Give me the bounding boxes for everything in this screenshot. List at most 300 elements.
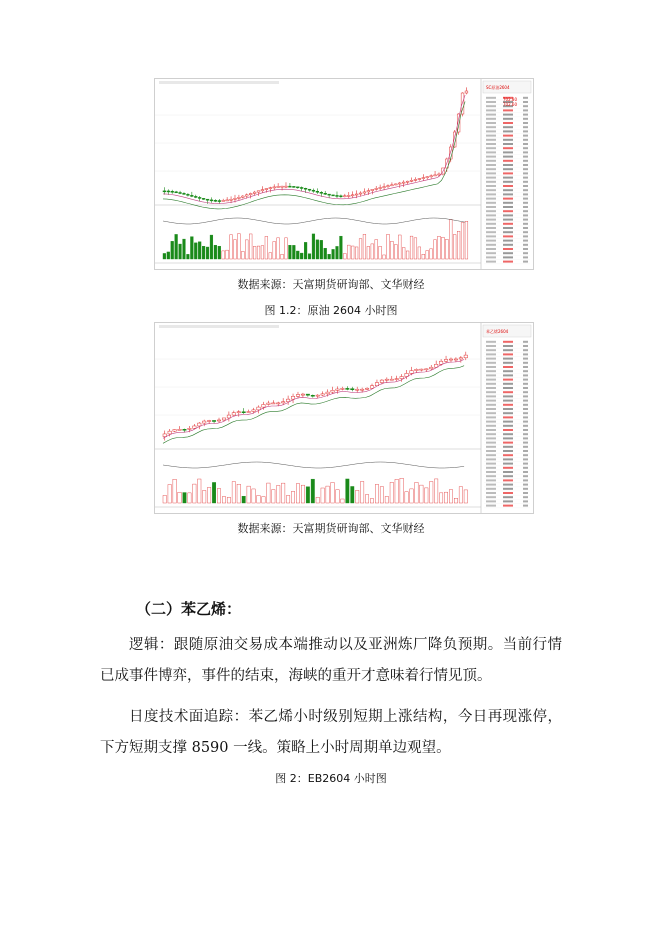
quote-cell bbox=[486, 421, 496, 423]
quote-cell bbox=[503, 475, 513, 477]
volume-bar bbox=[311, 479, 314, 503]
volume-bar bbox=[262, 497, 265, 503]
quote-cell bbox=[523, 252, 528, 254]
volume-bar bbox=[367, 246, 370, 259]
candle-body bbox=[311, 395, 314, 396]
quote-cell bbox=[523, 467, 528, 469]
volume-bar bbox=[183, 239, 186, 259]
volume-bar bbox=[422, 254, 425, 259]
chart-legend-strip bbox=[159, 81, 279, 84]
candle-body bbox=[198, 197, 201, 198]
candle-body bbox=[370, 386, 373, 388]
quote-cell bbox=[486, 429, 496, 431]
quote-cell bbox=[486, 404, 496, 406]
technical-paragraph: 日度技术面追踪：苯乙烯小时级别短期上涨结构，今日再现涨停，下方短期支撑 8590 一线。策略上小时周期单边观望。 bbox=[100, 709, 562, 756]
volume-bar bbox=[230, 235, 233, 259]
volume-bar bbox=[308, 254, 311, 259]
volume-bar bbox=[426, 251, 429, 259]
candle-body bbox=[415, 369, 418, 370]
volume-bar bbox=[370, 499, 373, 503]
quote-cell bbox=[523, 442, 528, 444]
candle-body bbox=[234, 198, 237, 199]
candle-body bbox=[281, 402, 284, 403]
candle-body bbox=[187, 194, 190, 195]
quote-cell bbox=[503, 358, 513, 360]
volume-bar bbox=[245, 240, 248, 259]
quote-cell bbox=[523, 168, 528, 170]
quote-cell bbox=[486, 130, 496, 132]
volume-bar bbox=[430, 249, 433, 259]
volume-bar bbox=[187, 254, 190, 259]
volume-bar bbox=[328, 254, 331, 259]
candle-body bbox=[371, 189, 374, 190]
quote-cell bbox=[486, 488, 496, 490]
candle-body bbox=[387, 186, 390, 187]
volume-bar bbox=[285, 238, 288, 259]
quote-cell bbox=[486, 437, 496, 439]
volume-bar bbox=[183, 493, 186, 503]
volume-bar bbox=[167, 252, 170, 259]
quote-cell bbox=[523, 463, 528, 465]
volume-bar bbox=[212, 482, 215, 503]
volume-bar bbox=[321, 488, 324, 503]
quote-cell bbox=[523, 109, 528, 111]
quote-cell bbox=[503, 349, 513, 351]
quote-cell bbox=[486, 210, 496, 212]
candle-body bbox=[351, 195, 354, 196]
quote-cell bbox=[486, 408, 496, 410]
volume-bar bbox=[267, 483, 270, 503]
candle-body bbox=[430, 176, 433, 177]
candle-body bbox=[326, 392, 329, 394]
candle-body bbox=[183, 193, 186, 194]
candle-body bbox=[363, 192, 366, 193]
volume-bar bbox=[434, 479, 437, 503]
quote-cell bbox=[486, 425, 496, 427]
quote-cell bbox=[486, 379, 496, 381]
volume-bar bbox=[331, 482, 334, 503]
quote-cell bbox=[523, 454, 528, 456]
quote-cell bbox=[523, 433, 528, 435]
volume-bar bbox=[438, 236, 441, 259]
quote-cell bbox=[503, 370, 513, 372]
quote-cell bbox=[523, 244, 528, 246]
quote-cell bbox=[503, 442, 513, 444]
quote-header: SC原油2604 bbox=[486, 85, 510, 90]
candle-body bbox=[420, 369, 423, 370]
candle-body bbox=[281, 186, 284, 187]
candle-body bbox=[391, 185, 394, 186]
volume-bar bbox=[449, 219, 452, 259]
quote-cell bbox=[486, 240, 496, 242]
volume-bar bbox=[301, 485, 304, 503]
quote-cell bbox=[503, 341, 513, 343]
quote-cell bbox=[523, 341, 528, 343]
quote-cell bbox=[503, 416, 513, 418]
quote-cell bbox=[486, 454, 496, 456]
candle-body bbox=[171, 191, 174, 192]
candle-body bbox=[379, 188, 382, 189]
volume-bar bbox=[406, 251, 409, 259]
quote-cell bbox=[503, 353, 513, 355]
quote-cell bbox=[486, 496, 496, 498]
volume-bar bbox=[395, 479, 398, 503]
volume-bar bbox=[439, 493, 442, 503]
volume-bar bbox=[410, 236, 413, 259]
candle-body bbox=[383, 187, 386, 188]
candle-body bbox=[316, 191, 319, 192]
quote-cell bbox=[523, 425, 528, 427]
volume-bar bbox=[341, 499, 344, 503]
candle-body bbox=[168, 431, 171, 434]
candle-body bbox=[175, 192, 178, 193]
volume-bar bbox=[418, 247, 421, 259]
quote-cell bbox=[486, 219, 496, 221]
quote-price: 702.60 bbox=[503, 102, 517, 107]
candle-body bbox=[336, 195, 339, 196]
candle-body bbox=[202, 421, 205, 423]
candle-body bbox=[238, 197, 241, 198]
volume-bar bbox=[306, 487, 309, 503]
quote-cell bbox=[523, 164, 528, 166]
quote-cell bbox=[503, 206, 513, 208]
volume-bar bbox=[346, 479, 349, 503]
volume-bar bbox=[296, 251, 299, 259]
quote-cell bbox=[503, 198, 513, 200]
volume-bar bbox=[222, 497, 225, 503]
candle-body bbox=[454, 359, 457, 360]
candle-body bbox=[212, 420, 215, 421]
quote-cell bbox=[523, 126, 528, 128]
volume-bar bbox=[326, 486, 329, 503]
quote-cell bbox=[486, 181, 496, 183]
candle-body bbox=[444, 359, 447, 361]
quote-cell bbox=[523, 404, 528, 406]
quote-cell bbox=[486, 172, 496, 174]
candle-body bbox=[340, 196, 343, 197]
quote-cell bbox=[503, 496, 513, 498]
quote-cell bbox=[503, 160, 513, 162]
quote-cell bbox=[523, 143, 528, 145]
volume-bar bbox=[222, 251, 225, 259]
volume-bar bbox=[398, 235, 401, 259]
quote-cell bbox=[523, 349, 528, 351]
volume-bar bbox=[210, 235, 213, 259]
candle-body bbox=[178, 429, 181, 430]
candle-body bbox=[277, 186, 280, 187]
crude-oil-chart bbox=[155, 79, 533, 269]
quote-cell bbox=[486, 492, 496, 494]
figure2-title-caption: 图 2：EB2604 小时图 bbox=[275, 772, 387, 785]
quote-cell bbox=[486, 395, 496, 397]
quote-cell bbox=[486, 118, 496, 120]
candle-body bbox=[308, 189, 311, 190]
candle-body bbox=[230, 199, 233, 200]
candle-body bbox=[262, 404, 265, 407]
quote-cell bbox=[503, 505, 513, 507]
volume-bar bbox=[434, 240, 437, 259]
quote-cell bbox=[523, 416, 528, 418]
quote-cell bbox=[486, 433, 496, 435]
quote-cell bbox=[523, 135, 528, 137]
candle-body bbox=[324, 193, 327, 194]
quote-cell bbox=[523, 345, 528, 347]
quote-cell bbox=[523, 412, 528, 414]
candle-body bbox=[365, 388, 368, 389]
volume-bar bbox=[343, 253, 346, 259]
quote-cell bbox=[486, 450, 496, 452]
quote-cell bbox=[523, 374, 528, 376]
quote-cell bbox=[523, 358, 528, 360]
quote-cell bbox=[523, 240, 528, 242]
quote-cell bbox=[523, 366, 528, 368]
quote-cell bbox=[486, 358, 496, 360]
quote-cell bbox=[523, 450, 528, 452]
candle-body bbox=[367, 191, 370, 192]
volume-bar bbox=[316, 240, 319, 259]
candle-body bbox=[336, 389, 339, 390]
quote-cell bbox=[503, 479, 513, 481]
candle-body bbox=[226, 200, 229, 201]
quote-cell bbox=[503, 429, 513, 431]
volume-bar bbox=[198, 479, 201, 503]
volume-bar bbox=[217, 489, 220, 503]
volume-bar bbox=[351, 246, 354, 259]
quote-cell bbox=[523, 408, 528, 410]
candle-body bbox=[222, 200, 225, 201]
quote-cell bbox=[486, 366, 496, 368]
quote-cell bbox=[486, 122, 496, 124]
quote-cell bbox=[486, 370, 496, 372]
candle-body bbox=[351, 389, 354, 390]
quote-cell bbox=[486, 400, 496, 402]
candle-body bbox=[438, 174, 441, 175]
figure1-source-caption: 数据来源：天富期货研询部、文华财经 bbox=[237, 278, 425, 291]
quote-cell bbox=[523, 471, 528, 473]
candle-body bbox=[222, 418, 225, 420]
candle-body bbox=[183, 429, 186, 430]
chart-background bbox=[155, 323, 533, 513]
quote-cell bbox=[503, 362, 513, 364]
quote-cell bbox=[486, 446, 496, 448]
volume-bar bbox=[390, 482, 393, 503]
volume-bar bbox=[252, 489, 255, 503]
candle-body bbox=[296, 187, 299, 188]
quote-cell bbox=[486, 143, 496, 145]
volume-bar bbox=[445, 239, 448, 259]
quote-cell bbox=[503, 374, 513, 376]
volume-bar bbox=[281, 483, 284, 503]
quote-cell bbox=[486, 135, 496, 137]
quote-cell bbox=[503, 189, 513, 191]
volume-bar bbox=[375, 240, 378, 259]
quote-cell bbox=[503, 458, 513, 460]
candle-body bbox=[380, 380, 383, 382]
quote-cell bbox=[523, 202, 528, 204]
candle-body bbox=[385, 379, 388, 380]
quote-cell bbox=[486, 458, 496, 460]
quote-cell bbox=[503, 261, 513, 263]
candle-body bbox=[241, 196, 244, 197]
volume-bar bbox=[430, 482, 433, 503]
candle-body bbox=[198, 423, 201, 426]
quote-cell bbox=[503, 366, 513, 368]
quote-cell bbox=[523, 160, 528, 162]
volume-bar bbox=[289, 245, 292, 259]
quote-cell bbox=[486, 442, 496, 444]
quote-cell bbox=[523, 458, 528, 460]
quote-cell bbox=[486, 475, 496, 477]
candle-body bbox=[402, 182, 405, 183]
quote-cell bbox=[503, 147, 513, 149]
candle-body bbox=[286, 399, 289, 402]
quote-cell bbox=[486, 168, 496, 170]
volume-bar bbox=[227, 497, 230, 503]
quote-cell bbox=[503, 404, 513, 406]
quote-cell bbox=[486, 214, 496, 216]
volume-bar bbox=[175, 234, 178, 259]
volume-bar bbox=[312, 234, 315, 259]
quote-cell bbox=[503, 450, 513, 452]
quote-cell bbox=[503, 118, 513, 120]
quote-cell bbox=[503, 454, 513, 456]
quote-cell bbox=[523, 219, 528, 221]
figure1-title-caption: 图 1.2：原油 2604 小时图 bbox=[264, 304, 398, 317]
quote-cell bbox=[523, 210, 528, 212]
quote-cell bbox=[486, 177, 496, 179]
volume-bar bbox=[261, 246, 264, 259]
quote-cell bbox=[503, 143, 513, 145]
quote-cell bbox=[486, 349, 496, 351]
volume-bar bbox=[207, 487, 210, 503]
quote-cell bbox=[486, 484, 496, 486]
quote-cell bbox=[523, 492, 528, 494]
quote-cell bbox=[503, 345, 513, 347]
volume-bar bbox=[198, 242, 201, 259]
quote-cell bbox=[523, 500, 528, 502]
volume-bar bbox=[163, 495, 166, 503]
candle-body bbox=[328, 194, 331, 195]
candle-body bbox=[252, 410, 255, 412]
volume-bar bbox=[459, 487, 462, 503]
candle-body bbox=[245, 195, 248, 196]
volume-bar bbox=[304, 242, 307, 259]
candle-body bbox=[232, 413, 235, 415]
quote-cell bbox=[486, 126, 496, 128]
quote-cell bbox=[503, 256, 513, 258]
quote-cell bbox=[523, 101, 528, 103]
volume-bar bbox=[292, 245, 295, 259]
quote-cell bbox=[503, 139, 513, 141]
quote-cell bbox=[486, 252, 496, 254]
quote-cell bbox=[523, 391, 528, 393]
quote-cell bbox=[503, 168, 513, 170]
candle-body bbox=[355, 194, 358, 195]
candle-body bbox=[188, 428, 191, 429]
quote-cell bbox=[486, 374, 496, 376]
quote-cell bbox=[486, 109, 496, 111]
candle-body bbox=[179, 192, 182, 193]
volume-bar bbox=[420, 485, 423, 503]
quote-cell bbox=[503, 484, 513, 486]
volume-bar bbox=[286, 495, 289, 503]
volume-bar bbox=[273, 242, 276, 259]
quote-cell bbox=[523, 446, 528, 448]
quote-cell bbox=[486, 151, 496, 153]
quote-cell bbox=[523, 353, 528, 355]
quote-cell bbox=[523, 147, 528, 149]
quote-cell bbox=[523, 387, 528, 389]
quote-cell bbox=[486, 105, 496, 107]
quote-cell bbox=[503, 130, 513, 132]
candle-body bbox=[265, 189, 268, 190]
candle-body bbox=[434, 175, 437, 176]
volume-bar bbox=[206, 247, 209, 259]
quote-cell bbox=[523, 256, 528, 258]
quote-cell bbox=[503, 400, 513, 402]
quote-cell bbox=[503, 433, 513, 435]
quote-cell bbox=[523, 122, 528, 124]
quote-cell bbox=[503, 425, 513, 427]
candle-body bbox=[273, 187, 276, 188]
candle-body bbox=[218, 201, 221, 202]
quote-cell bbox=[503, 235, 513, 237]
quote-header: 苯乙烯2604 bbox=[486, 329, 509, 334]
quote-cell bbox=[503, 408, 513, 410]
quote-cell bbox=[523, 189, 528, 191]
candle-body bbox=[464, 355, 467, 358]
candle-body bbox=[277, 403, 280, 404]
quote-cell bbox=[523, 400, 528, 402]
chart-legend-strip bbox=[159, 325, 279, 328]
quote-cell bbox=[503, 488, 513, 490]
quote-cell bbox=[503, 177, 513, 179]
crude-oil-chart-figure bbox=[154, 78, 534, 270]
candle-body bbox=[210, 200, 213, 201]
quote-cell bbox=[503, 122, 513, 124]
quote-cell bbox=[486, 500, 496, 502]
volume-bar bbox=[449, 490, 452, 503]
quote-cell bbox=[486, 353, 496, 355]
volume-bar bbox=[355, 247, 358, 259]
candle-body bbox=[190, 195, 193, 196]
candle-body bbox=[261, 190, 264, 191]
candle-body bbox=[395, 379, 398, 380]
volume-bar bbox=[340, 236, 343, 259]
volume-bar bbox=[226, 250, 229, 259]
volume-bar bbox=[178, 492, 181, 503]
volume-bar bbox=[272, 490, 275, 503]
volume-bar bbox=[202, 490, 205, 503]
volume-bar bbox=[320, 240, 323, 259]
volume-bar bbox=[405, 492, 408, 503]
volume-bar bbox=[168, 485, 171, 503]
quote-cell bbox=[486, 467, 496, 469]
quote-cell bbox=[503, 172, 513, 174]
candle-body bbox=[414, 179, 417, 180]
volume-bar bbox=[454, 498, 457, 503]
quote-cell bbox=[503, 437, 513, 439]
volume-bar bbox=[214, 245, 217, 259]
candle-body bbox=[331, 390, 334, 392]
volume-bar bbox=[400, 478, 403, 503]
candle-body bbox=[237, 412, 240, 413]
quote-cell bbox=[503, 446, 513, 448]
quote-cell bbox=[486, 198, 496, 200]
volume-bar bbox=[190, 237, 193, 259]
quote-cell bbox=[486, 206, 496, 208]
candle-body bbox=[394, 184, 397, 185]
